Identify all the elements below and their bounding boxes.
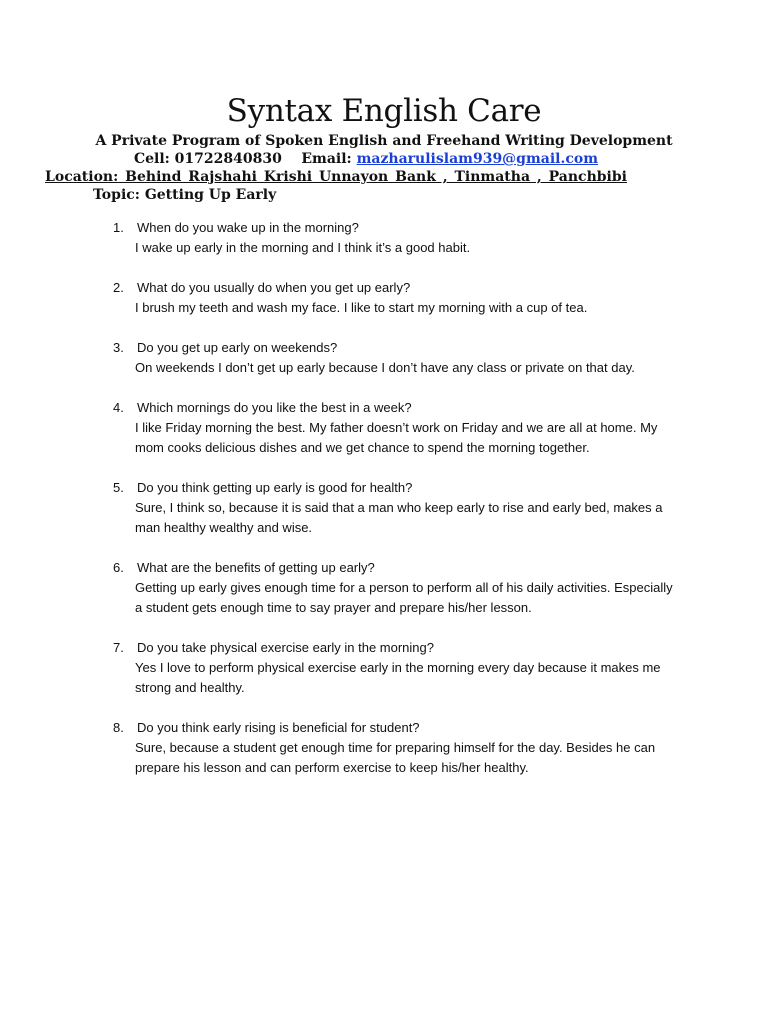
answer: Yes I love to perform physical exercise early in the morning every day because it makes me strong and healthy.: [135, 660, 661, 695]
answer: I brush my teeth and wash my face. I like to start my morning with a cup of tea.: [135, 300, 588, 315]
item-number: 6.: [113, 560, 124, 575]
question: What are the benefits of getting up early?: [137, 560, 375, 575]
item-number: 7.: [113, 640, 124, 655]
answer: On weekends I don’t get up early because I don’t have any class or private on that day.: [135, 360, 635, 375]
topic-heading: Topic: Getting Up Early: [93, 187, 277, 203]
email-link[interactable]: mazharulislam939@gmail.com: [356, 151, 599, 167]
item-number: 2.: [113, 280, 124, 295]
answer: I like Friday morning the best. My father doesn’t work on Friday and we are all at home. My mom cooks delicious dishes and we get chance to spend the morning together.: [135, 420, 658, 455]
answer: Sure, I think so, because it is said that a man who keep early to rise and early bed, makes a man healthy wealthy and wise.: [135, 500, 663, 535]
answer: Getting up early gives enough time for a person to perform all of his daily activities. Especially a student gets enough time to say prayer and prepare his/her lesson.: [135, 580, 673, 615]
item-number: 1.: [113, 220, 124, 235]
item-number: 5.: [113, 480, 124, 495]
question: Which mornings do you like the best in a week?: [137, 400, 412, 415]
answer: Sure, because a student get enough time for preparing himself for the day. Besides he can prepare his lesson and can perform exercise to keep his/her healthy.: [135, 740, 656, 775]
location-line: Location: Behind Rajshahi Krishi Unnayon Bank , Tinmatha , Panchbibi: [45, 169, 627, 185]
question: Do you get up early on weekends?: [137, 340, 338, 355]
item-number: 8.: [113, 720, 124, 735]
question: Do you think early rising is beneficial for student?: [137, 720, 420, 735]
question: What do you usually do when you get up early?: [137, 280, 411, 295]
item-number: 3.: [113, 340, 124, 355]
email-label: Email:: [301, 151, 352, 167]
question: Do you take physical exercise early in the morning?: [137, 640, 434, 655]
subtitle: A Private Program of Spoken English and Freehand Writing Development: [95, 133, 673, 149]
contact-line: [0, 150, 750, 168]
question: Do you think getting up early is good for health?: [137, 480, 413, 495]
page-title: Syntax English Care: [226, 93, 542, 129]
item-number: 4.: [113, 400, 124, 415]
question: When do you wake up in the morning?: [137, 220, 359, 235]
answer: I wake up early in the morning and I think it’s a good habit.: [135, 240, 471, 255]
cell-number: Cell: 01722840830: [133, 151, 282, 167]
